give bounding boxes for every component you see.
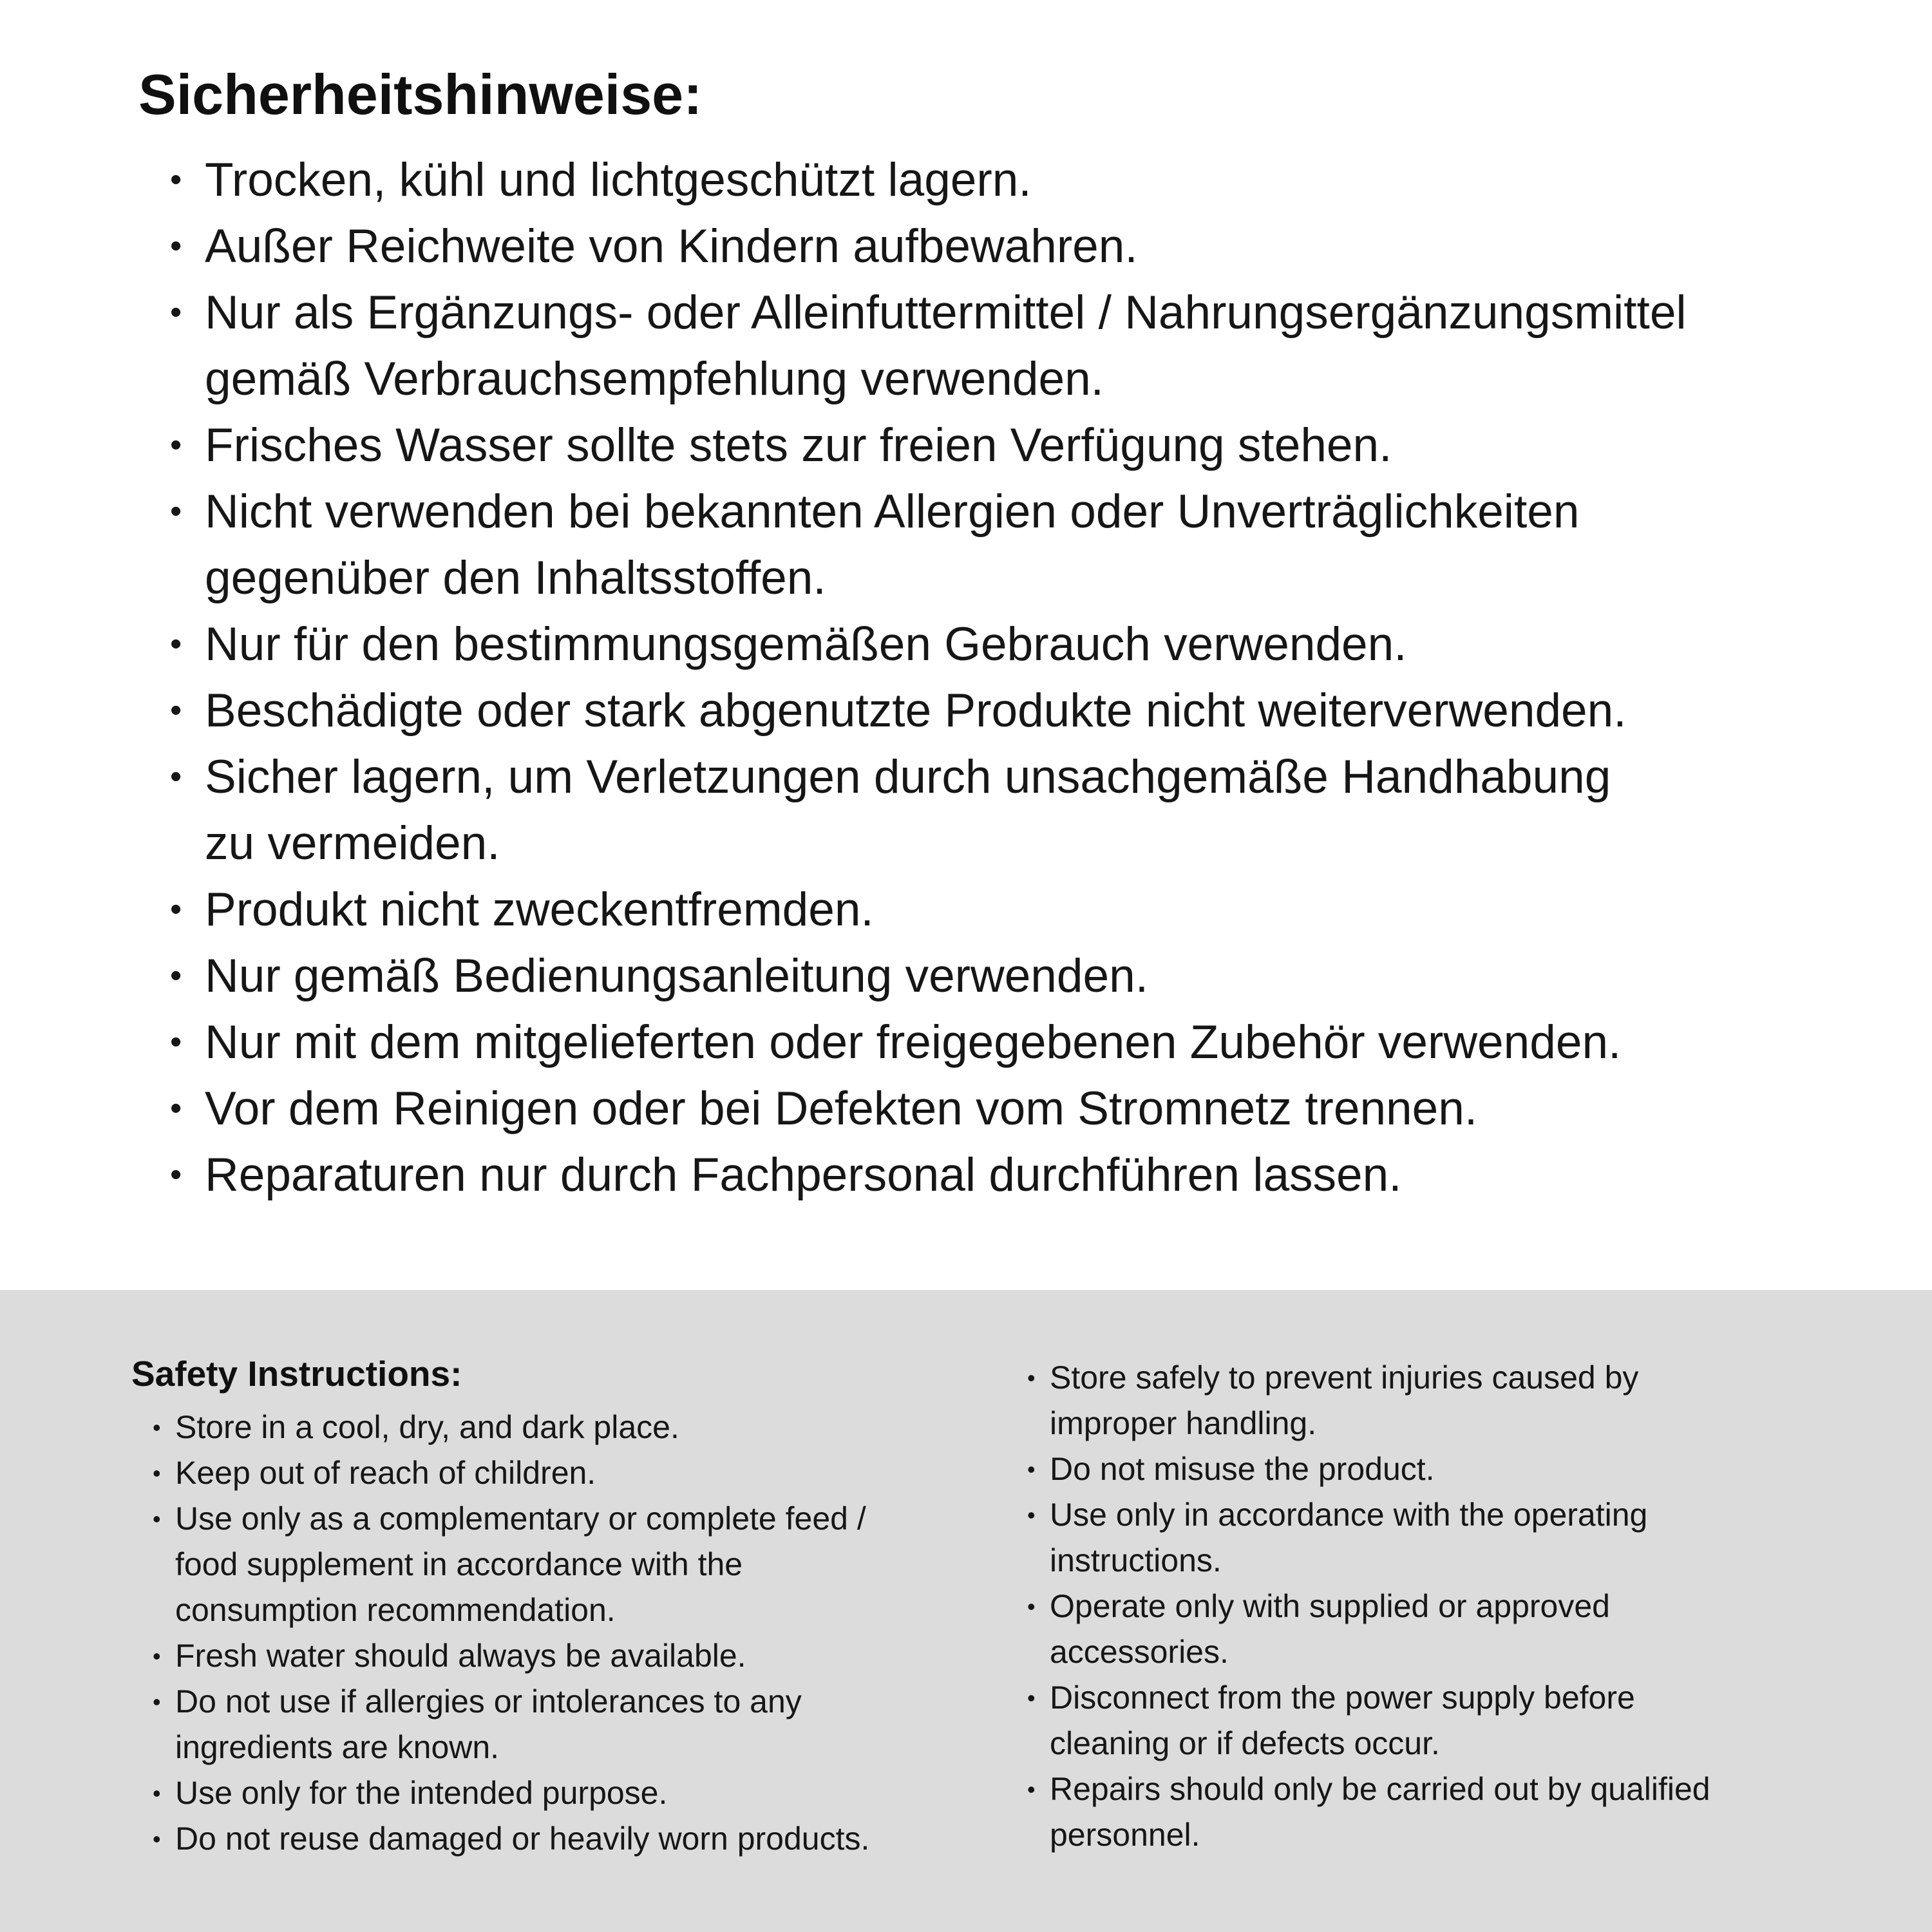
list-item-text: Beschädigte oder stark abgenutzte Produkte nicht weiterverwenden. <box>205 685 1627 737</box>
list-item-text: Fresh water should always be available. <box>175 1638 746 1674</box>
bullet-icon: • <box>170 1090 182 1127</box>
list-item <box>170 943 1842 1009</box>
list-item <box>170 1142 1842 1208</box>
list-item <box>1027 1492 1903 1584</box>
list-item-text: Use only as a complementary or complete feed / food supplement in accordance with the consumption recommendation. <box>175 1501 866 1628</box>
list-item-text: Nur als Ergänzungs- oder Alleinfuttermittel / Nahrungsergänzungsmittel gemäß Verbrauchsempfehlung verwenden. <box>205 287 1687 405</box>
list-item <box>170 412 1842 478</box>
english-heading: Safety Instructions: <box>131 1354 462 1394</box>
list-item-text: Do not use if allergies or intolerances to any ingredients are known. <box>175 1683 802 1765</box>
bullet-icon: • <box>170 426 182 464</box>
english-section <box>0 1290 1932 1932</box>
list-item-text: Nur für den bestimmungsgemäßen Gebrauch verwenden. <box>205 618 1407 670</box>
list-item-text: Trocken, kühl und lichtgeschützt lagern. <box>205 154 1032 206</box>
list-item <box>153 1450 1009 1496</box>
list-item <box>1027 1766 1903 1858</box>
list-item-text: Disconnect from the power supply before cleaning or if defects occur. <box>1050 1680 1635 1761</box>
bullet-icon: • <box>153 1460 161 1486</box>
bullet-icon: • <box>153 1689 161 1715</box>
list-item-text: Nur mit dem mitgelieferten oder freigegebenen Zubehör verwenden. <box>205 1016 1622 1068</box>
list-item-text: Store safely to prevent injuries caused by improper handling. <box>1050 1359 1639 1441</box>
list-item <box>1027 1355 1903 1446</box>
bullet-icon: • <box>153 1780 161 1806</box>
bullet-icon: • <box>153 1506 161 1532</box>
english-right-bullet-list <box>1027 1355 1903 1858</box>
bullet-icon: • <box>1027 1456 1036 1482</box>
bullet-icon: • <box>1027 1365 1036 1391</box>
list-item-text: Use only for the intended purpose. <box>175 1775 668 1811</box>
list-item-text: Do not misuse the product. <box>1050 1451 1435 1487</box>
list-item <box>170 677 1842 744</box>
list-item-text: Vor dem Reinigen oder bei Defekten vom Stromnetz trennen. <box>205 1083 1478 1135</box>
bullet-icon: • <box>153 1826 161 1852</box>
list-item <box>170 1009 1842 1075</box>
bullet-icon: • <box>170 957 182 994</box>
bullet-icon: • <box>170 625 182 663</box>
list-item-text: Repairs should only be carried out by qualified personnel. <box>1050 1771 1710 1853</box>
list-item-text: Außer Reichweite von Kindern aufbewahren. <box>205 220 1138 272</box>
list-item <box>170 478 1842 611</box>
list-item <box>153 1405 1009 1450</box>
german-heading: Sicherheitshinweise: <box>138 62 703 126</box>
bullet-icon: • <box>170 161 182 198</box>
list-item-text: Nur gemäß Bedienungsanleitung verwenden. <box>205 950 1148 1002</box>
bullet-icon: • <box>170 692 182 729</box>
bullet-icon: • <box>153 1643 161 1669</box>
list-item-text: Reparaturen nur durch Fachpersonal durchführen lassen. <box>205 1149 1402 1201</box>
bullet-icon: • <box>1027 1776 1036 1803</box>
list-item-text: Frisches Wasser sollte stets zur freien Verfügung stehen. <box>205 419 1392 471</box>
list-item-text: Store in a cool, dry, and dark place. <box>175 1409 679 1445</box>
english-right-column <box>1027 1352 1903 1858</box>
list-item <box>153 1816 1009 1862</box>
bullet-icon: • <box>170 891 182 928</box>
list-item <box>153 1770 1009 1816</box>
list-item-text: Do not reuse damaged or heavily worn products. <box>175 1821 870 1857</box>
list-item <box>153 1496 1009 1633</box>
bullet-icon: • <box>170 1156 182 1193</box>
english-left-column <box>131 1352 1009 1862</box>
list-item <box>170 147 1842 213</box>
bullet-icon: • <box>170 493 182 530</box>
list-item-text: Produkt nicht zweckentfremden. <box>205 884 874 936</box>
list-item <box>170 611 1842 677</box>
list-item <box>170 876 1842 943</box>
list-item <box>1027 1446 1903 1492</box>
bullet-icon: • <box>170 227 182 265</box>
bullet-icon: • <box>153 1414 161 1441</box>
list-item-text: Use only in accordance with the operating instructions. <box>1050 1497 1648 1578</box>
bullet-icon: • <box>170 758 182 795</box>
list-item <box>170 213 1842 279</box>
list-item <box>153 1679 1009 1770</box>
list-item-text: Sicher lagern, um Verletzungen durch unsachgemäße Handhabung zu vermeiden. <box>205 751 1611 869</box>
list-item-text: Operate only with supplied or approved accessories. <box>1050 1588 1610 1670</box>
german-bullet-list <box>170 147 1842 1208</box>
list-item-text: Keep out of reach of children. <box>175 1455 596 1491</box>
bullet-icon: • <box>170 294 182 331</box>
list-item <box>1027 1584 1903 1675</box>
list-item <box>170 744 1842 876</box>
english-left-bullet-list <box>153 1405 1009 1862</box>
list-item <box>170 1075 1842 1142</box>
bullet-icon: • <box>1027 1593 1036 1620</box>
list-item <box>153 1633 1009 1679</box>
bullet-icon: • <box>1027 1685 1036 1711</box>
list-item-text: Nicht verwenden bei bekannten Allergien oder Unverträglichkeiten gegenüber den Inhaltsstoffen. <box>205 486 1580 604</box>
list-item <box>170 279 1842 412</box>
list-item <box>1027 1675 1903 1766</box>
bullet-icon: • <box>170 1023 182 1061</box>
bullet-icon: • <box>1027 1502 1036 1528</box>
